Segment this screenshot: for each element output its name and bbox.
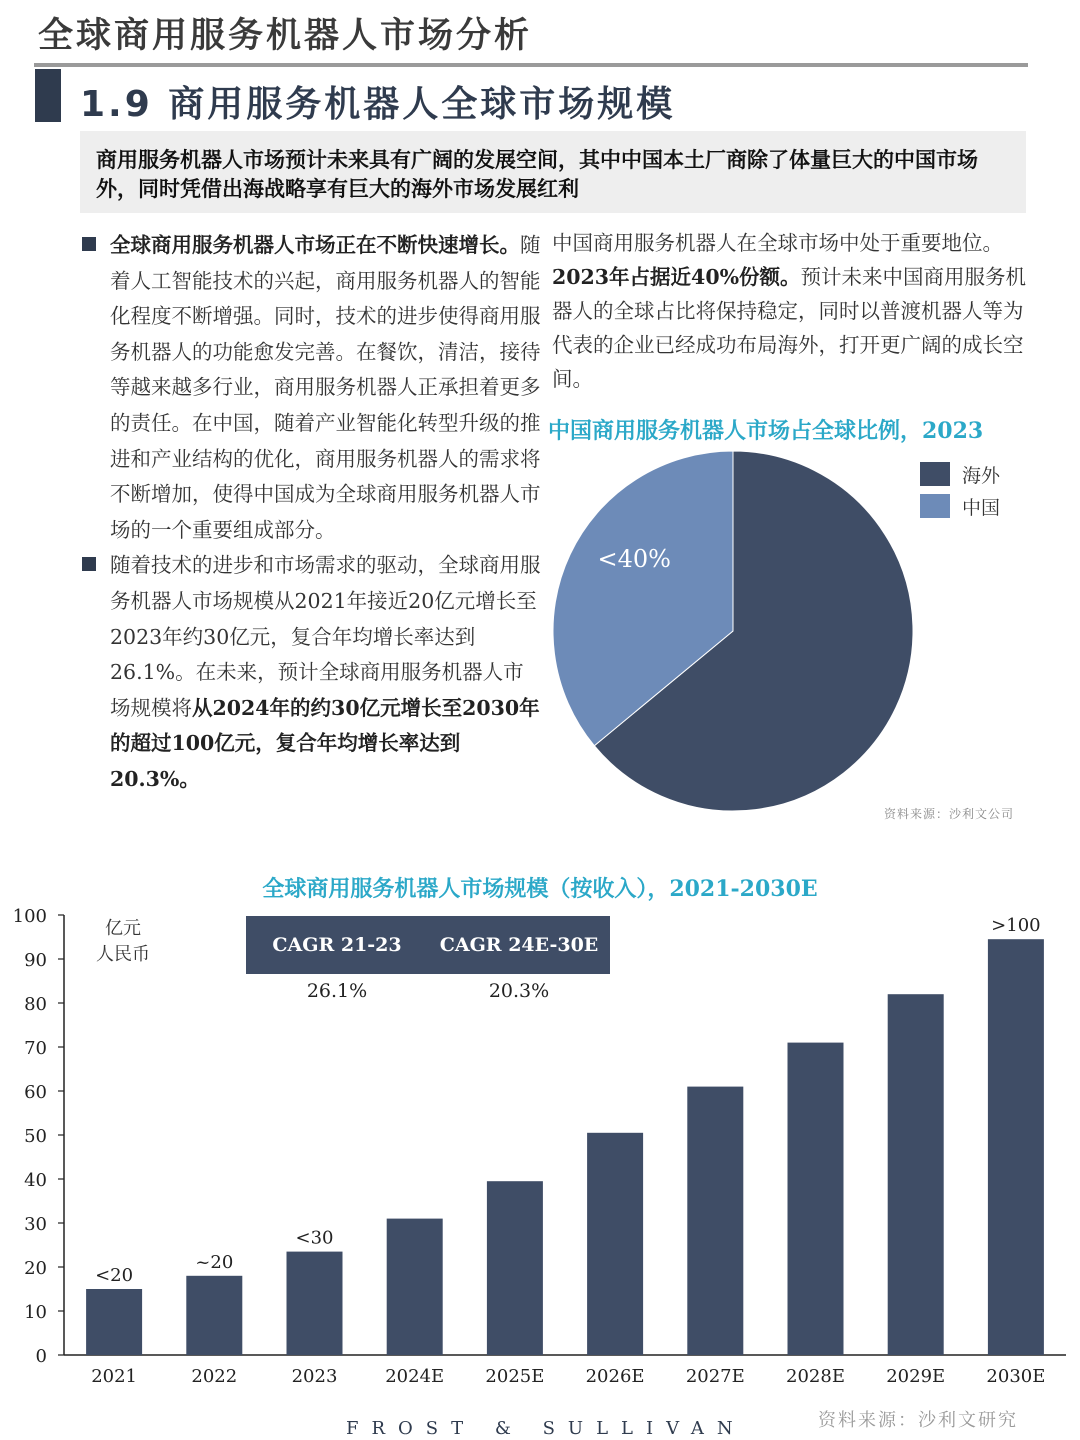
y-tick-label-0: 0 xyxy=(35,1346,47,1367)
bar-2028E xyxy=(788,1043,844,1355)
footer-source: 资料来源：沙利文研究 xyxy=(818,1410,1018,1431)
section-marker xyxy=(35,69,61,122)
china-share-bold: 2023年占据近40%份额。 xyxy=(552,265,801,289)
cagr-value-2024-2030: 20.3% xyxy=(488,980,550,1002)
y-tick-label-5: 50 xyxy=(24,1126,47,1147)
bar-2021 xyxy=(86,1289,142,1355)
page-title: 全球商用服务机器人市场分析 xyxy=(38,16,533,56)
bar-chart xyxy=(0,900,1080,1400)
y-tick-label-3: 30 xyxy=(24,1214,47,1235)
cagr-values xyxy=(246,980,610,1002)
bullet-1-bold: 全球商用服务机器人市场正在不断快速增长。 xyxy=(110,233,520,257)
frost-sullivan-logo: FROST & SULLIVAN xyxy=(346,1418,746,1439)
y-tick-label-2: 20 xyxy=(24,1258,47,1279)
y-axis-unit xyxy=(96,916,150,968)
bar-2024E xyxy=(387,1219,443,1355)
section-title: 1.9 商用服务机器人全球市场规模 xyxy=(80,84,676,125)
y-tick-label-10: 100 xyxy=(12,906,47,927)
x-tick-label-2028E: 2028E xyxy=(786,1366,845,1387)
x-tick-label-2021: 2021 xyxy=(91,1366,138,1387)
pie-data-label-1: <40% xyxy=(597,544,671,573)
unit-line-1: 亿元 xyxy=(105,918,141,939)
square-bullet-icon xyxy=(82,237,96,251)
legend-item-china xyxy=(920,490,1000,522)
x-tick-label-2022: 2022 xyxy=(191,1366,238,1387)
cagr-header-box xyxy=(246,916,610,974)
china-share-text xyxy=(552,226,1032,396)
x-tick-label-2030E: 2030E xyxy=(986,1366,1046,1387)
y-tick-label-8: 80 xyxy=(24,994,47,1015)
cagr-value-2021-2023: 26.1% xyxy=(306,980,368,1002)
legend-swatch-china xyxy=(920,494,950,518)
title-divider xyxy=(34,63,1028,67)
bar-data-label-2021: <20 xyxy=(95,1265,134,1286)
bar-2027E xyxy=(687,1087,743,1355)
pie-chart-title: 中国商用服务机器人市场占全球比例，2023 xyxy=(548,418,984,444)
left-column xyxy=(80,228,542,798)
legend-swatch-overseas xyxy=(920,462,950,486)
legend-label-china: 中国 xyxy=(962,496,1001,519)
legend-label-overseas: 海外 xyxy=(962,464,1001,487)
bar-2030E xyxy=(988,939,1044,1355)
x-tick-label-2025E: 2025E xyxy=(485,1366,545,1387)
bar-2025E xyxy=(487,1181,543,1355)
pie-legend xyxy=(920,458,1000,522)
bullet-market-growth xyxy=(80,228,542,548)
x-tick-label-2024E: 2024E xyxy=(385,1366,445,1387)
bar-data-label-2030E: >100 xyxy=(991,915,1041,937)
bar-2029E xyxy=(888,994,944,1355)
unit-line-2: 人民币 xyxy=(96,944,150,965)
summary-box: 商用服务机器人市场预计未来具有广阔的发展空间，其中中国本土厂商除了体量巨大的中国市场外，同时凭借出海战略享有巨大的海外市场发展红利 xyxy=(80,131,1026,213)
bar-chart-title: 全球商用服务机器人市场规模（按收入），2021-2030E xyxy=(262,876,818,902)
y-tick-label-7: 70 xyxy=(24,1038,47,1059)
bullet-2-bold: 从2024年的约30亿元增长至2030年的超过100亿元，复合年均增长率达到20.3%。 xyxy=(110,695,540,791)
bar-2022 xyxy=(186,1276,242,1355)
y-tick-label-1: 10 xyxy=(24,1302,47,1323)
legend-item-overseas xyxy=(920,458,1000,490)
bar-2026E xyxy=(587,1133,643,1355)
pie-source: 资料来源：沙利文公司 xyxy=(884,807,1015,821)
bar-data-label-2023: <30 xyxy=(295,1227,334,1249)
x-tick-label-2029E: 2029E xyxy=(886,1366,946,1387)
y-tick-label-6: 60 xyxy=(24,1082,47,1103)
pie-chart xyxy=(550,450,920,820)
bullet-2-text: 随着技术的进步和市场需求的驱动，全球商用服务机器人市场规模从2021年接近20亿元增长至2023年约30亿元，复合年均增长率达到26.1%。在未来，预计全球商用服务机器人市场规模将 xyxy=(110,553,541,720)
cagr-label-2021-2023: CAGR 21-23 xyxy=(272,934,402,956)
x-tick-label-2023: 2023 xyxy=(291,1366,338,1387)
y-tick-label-9: 90 xyxy=(24,950,47,971)
x-tick-label-2026E: 2026E xyxy=(585,1366,645,1387)
bar-data-label-2022: ~20 xyxy=(195,1251,234,1273)
cagr-label-2024-2030: CAGR 24E-30E xyxy=(439,934,599,956)
china-share-part1: 中国商用服务机器人在全球市场中处于重要地位。 xyxy=(552,231,1003,255)
x-tick-label-2027E: 2027E xyxy=(685,1366,745,1387)
bullet-1-text: 随着人工智能技术的兴起，商用服务机器人的智能化程度不断增强。同时，技术的进步使得商用服务机器人的功能愈发完善。在餐饮，清洁，接待等越来越多行业，商用服务机器人正承担着更多的责任。在中国，随着产业智能化转型升级的推进和产业结构的优化，商用服务机器人的需求将不断增加，使得中国成为全球商用服务机器人市场的一个重要组成部分。 xyxy=(110,233,541,542)
square-bullet-icon xyxy=(82,557,96,571)
china-share-part2: 预计未来中国商用服务机器人的全球占比将保持稳定，同时以普渡机器人等为代表的企业已经成功布局海外，打开更广阔的成长空间。 xyxy=(552,265,1027,391)
bar-2023 xyxy=(287,1252,343,1355)
y-tick-label-4: 40 xyxy=(24,1170,47,1191)
bullet-market-size xyxy=(80,548,542,797)
